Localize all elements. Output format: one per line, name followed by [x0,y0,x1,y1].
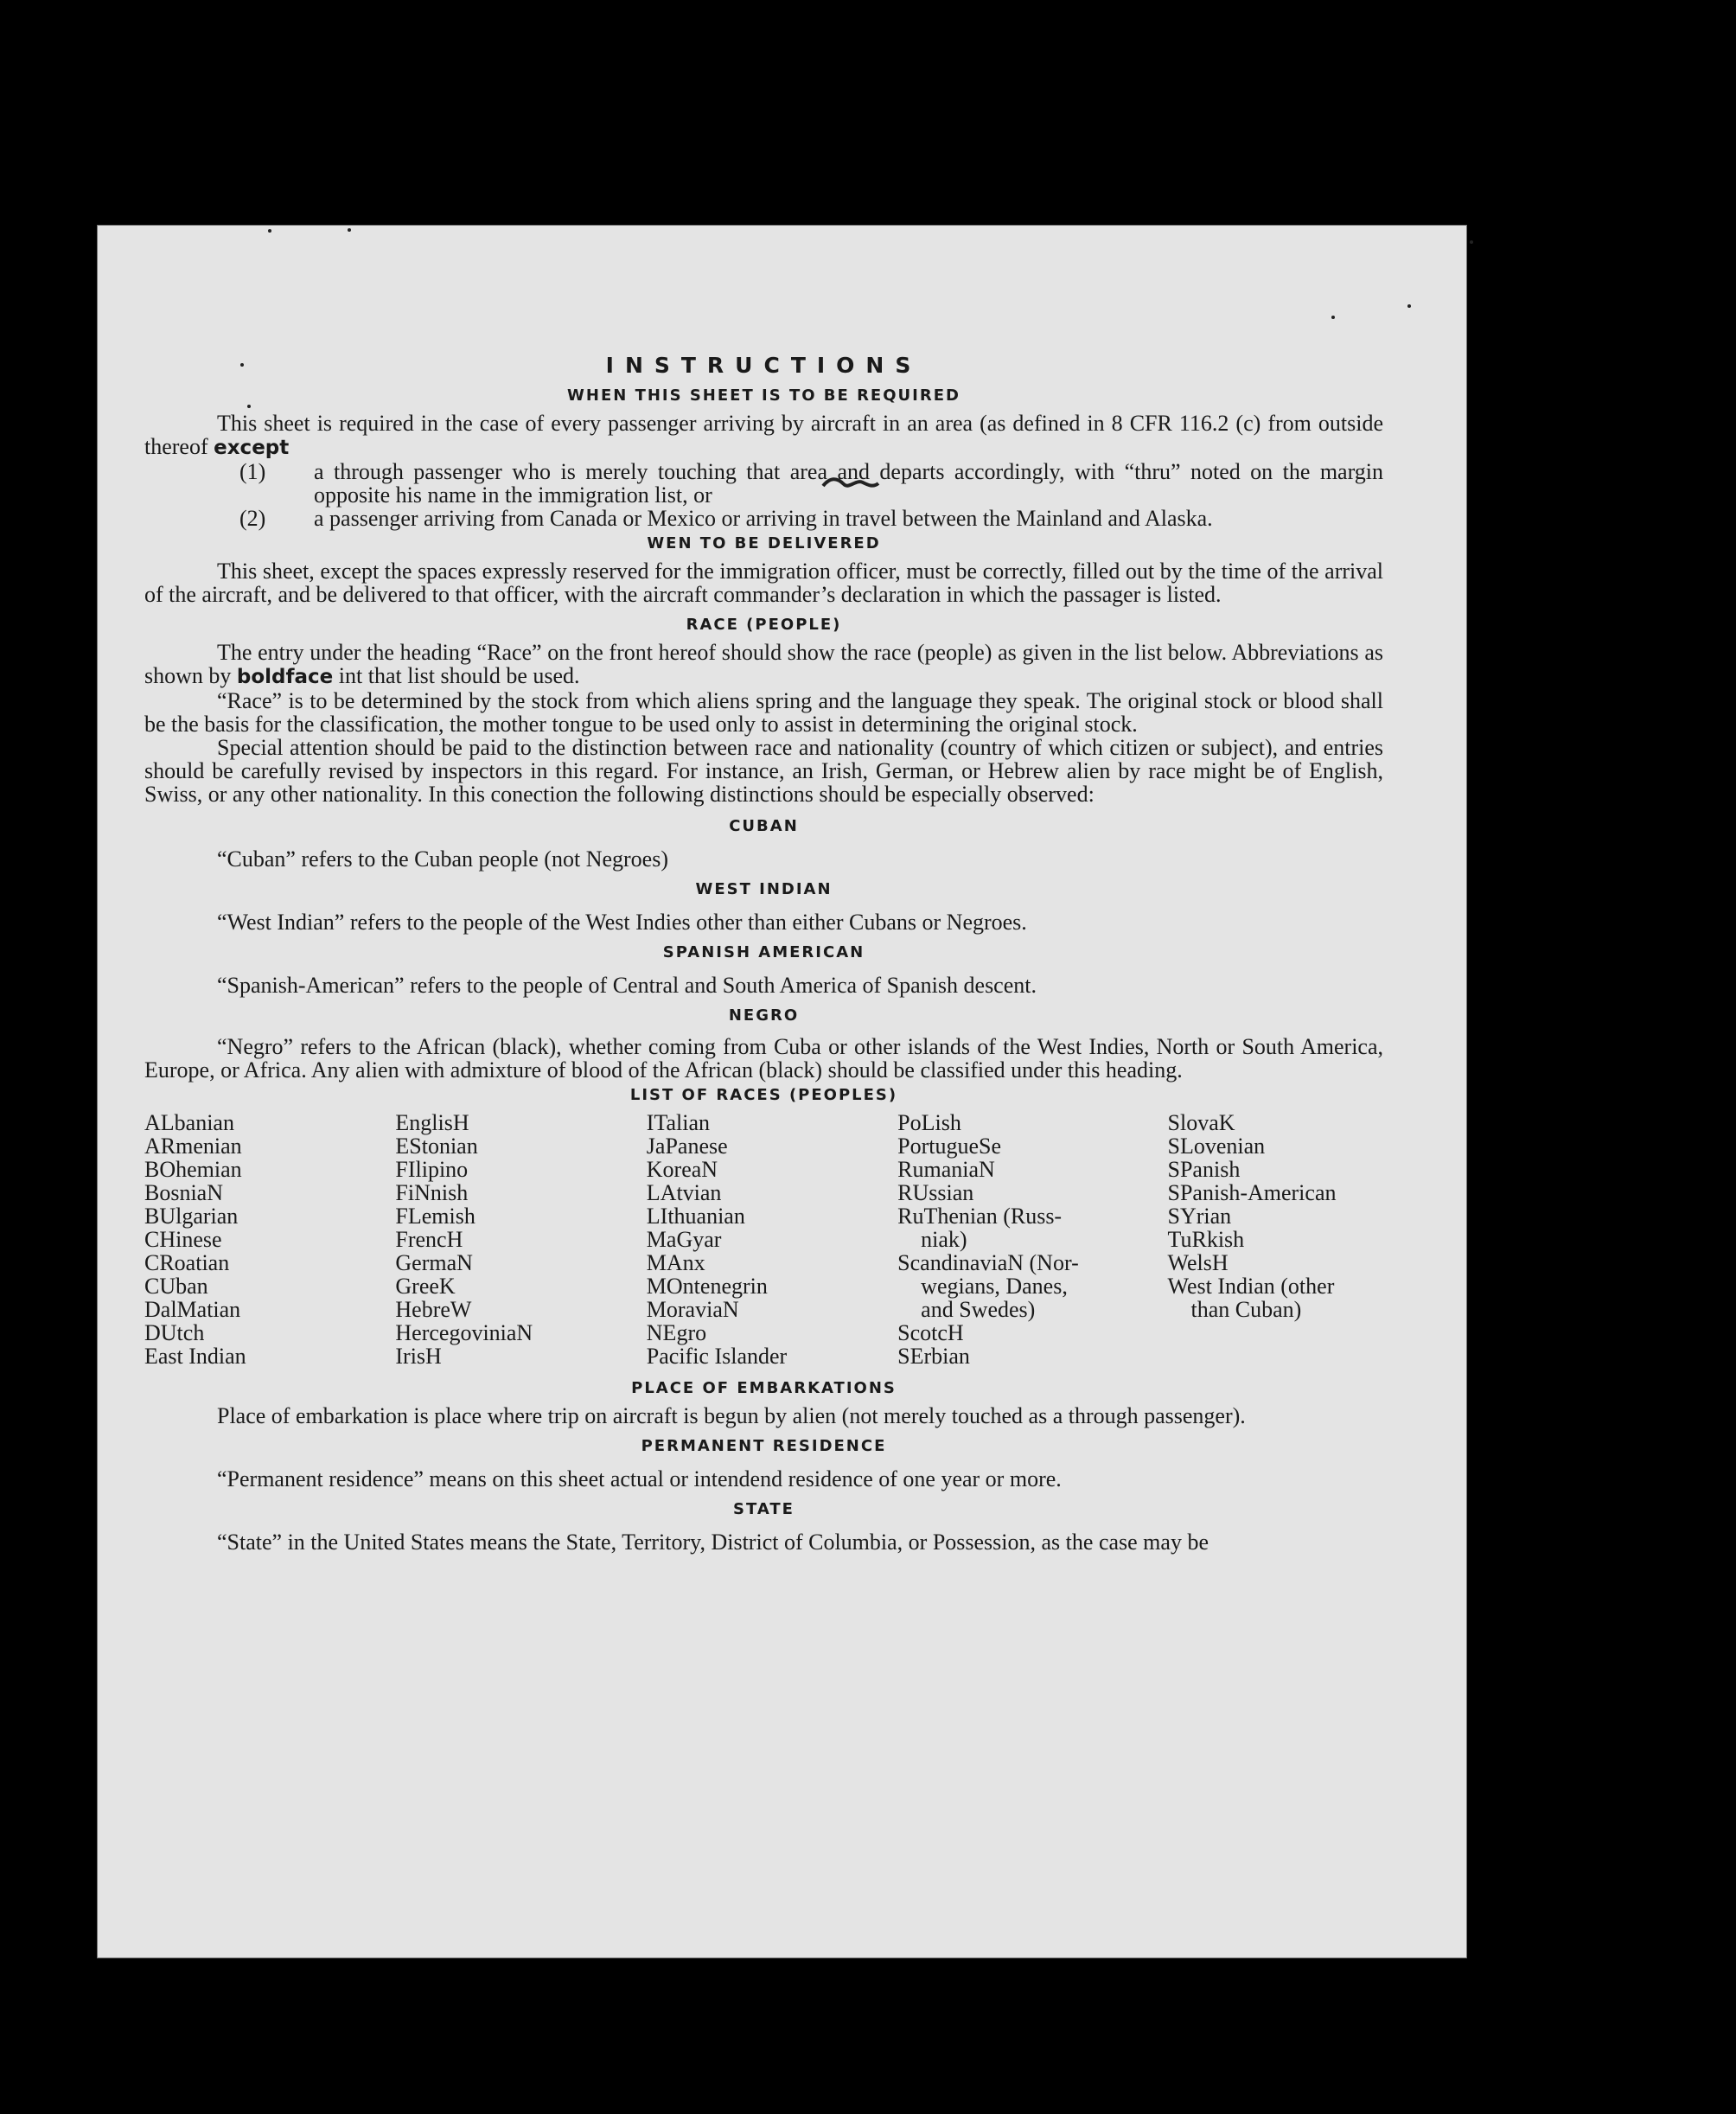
race-entry: SPanish [1167,1157,1241,1182]
race-entry: ARmenian [144,1134,242,1159]
west-indian-text: “West Indian” refers to the people of the West Indies other than either Cubans or Negroes. [217,910,1027,935]
race-entry-continued: and Swedes) [921,1297,1036,1322]
residence-text: “Permanent residence” means on this sheet actual or intendend residence of one year or more. [217,1466,1062,1491]
race-entry: BosniaN [144,1180,223,1205]
instructions-body [144,353,1383,1554]
race-entry: LAtvian [646,1180,722,1205]
race-entry: NEgro [646,1320,707,1345]
heading-race: RACE (PEOPLE) [686,616,842,634]
race-entry: PortugueSe [897,1134,1002,1159]
races-column [1168,1111,1383,1368]
race-entry: SLovenian [1167,1134,1266,1159]
race-entry-continued: wegians, Danes, [921,1274,1068,1299]
race-entry: East Indian [144,1344,246,1369]
heading-embarkation: PLACE OF EMBARKATIONS [631,1379,897,1397]
race-entry: EnglisH [395,1110,469,1135]
race-entry: SErbian [897,1344,970,1369]
race-entry: CRoatian [144,1250,230,1275]
cuban-text: “Cuban” refers to the Cuban people (not Negroes) [217,846,668,872]
spanish-american-text: “Spanish-American” refers to the people of Central and South America of Spanish descent. [217,973,1037,998]
speck [1407,304,1411,308]
race-entry: GermaN [395,1250,473,1275]
speck [1331,316,1335,319]
race-entry: CHinese [144,1227,222,1252]
heading-when-delivered: WEN TO BE DELIVERED [647,534,881,552]
race-entry: EStonian [395,1134,478,1159]
race-entry: GreeK [395,1274,456,1299]
race-entry: MaGyar [646,1227,722,1252]
race-entry: RumaniaN [897,1157,995,1182]
race-entry-continued: than Cuban) [1190,1297,1302,1322]
race-entry: WelsH [1167,1250,1229,1275]
race-entry: BOhemian [144,1157,242,1182]
race-entry: ScandinaviaN (Nor- [897,1250,1079,1275]
page-title: INSTRUCTIONS [605,353,922,378]
race-entry: DUtch [144,1320,205,1345]
race-entry: RuThenian (Russ- [897,1204,1063,1229]
race-entry: LIthuanian [646,1204,745,1229]
speck [348,228,351,232]
heading-when-required: WHEN THIS SHEET IS TO BE REQUIRED [567,386,961,405]
race-entry: FiNnish [395,1180,469,1205]
races-column [395,1111,646,1368]
exception-item: (2) a passenger arriving from Canada or Mexico or arriving in travel between the Mainland and Alaska. [239,506,1213,531]
race-entry: SlovaK [1167,1110,1235,1135]
embarkation-text: Place of embarkation is place where trip on aircraft is begun by alien (not merely touched as a through passenger). [217,1403,1246,1428]
race-entry: KoreaN [646,1157,718,1182]
races-list [144,1111,1383,1368]
race-entry: FrencH [395,1227,463,1252]
when-delivered-text: This sheet, except the spaces expressly reserved for the immigration officer, must be correctly, filled out by the time of the arrival of the aircraft, and be delivered to that officer, with the aircraft commander’s declaration in which the passager is listed. [144,559,1383,607]
race-entry: TuRkish [1167,1227,1245,1252]
race-entry: ScotcH [897,1320,964,1345]
races-column [144,1111,395,1368]
heading-list-of-races: LIST OF RACES (PEOPLES) [629,1086,898,1104]
race-entry: SPanish-American [1167,1180,1337,1205]
state-text: “State” in the United States means the State, Territory, District of Columbia, or Possession, as the case may be [217,1530,1209,1555]
race-entry: MAnx [646,1250,705,1275]
speck [1470,240,1473,244]
race-entry: DalMatian [144,1297,241,1322]
race-entry: ITalian [646,1110,711,1135]
race-entry: West Indian (other [1167,1274,1335,1299]
race-entry: HebreW [395,1297,472,1322]
race-entry: Pacific Islander [646,1344,788,1369]
race-paragraph-1: The entry under the heading “Race” on the front hereof should show the race (people) as given in the list below. Abbreviations as shown by boldface int that list should be used. [144,640,1383,688]
race-entry: RUssian [897,1180,974,1205]
race-entry: MOntenegrin [646,1274,768,1299]
race-paragraph-3: Special attention should be paid to the distinction between race and nationality (country of which citizen or subject), and entries should be carefully revised by inspectors in this regard. For instance, an Irish, German, or Hebrew alien by race might be of English, Swiss, or any other nationality. In this conection the following distinctions should be especially observed: [144,735,1383,807]
race-entry: IrisH [395,1344,442,1369]
race-entry-continued: niak) [921,1227,967,1252]
race-entry: JaPanese [646,1134,728,1159]
races-column [647,1111,897,1368]
race-entry: PoLish [897,1110,961,1135]
race-entry: HercegoviniaN [395,1320,533,1345]
heading-cuban: CUBAN [729,817,799,835]
when-required-intro: This sheet is required in the case of every passenger arriving by aircraft in an area (as defined in 8 CFR 116.2 (c) from outside thereof except [144,411,1383,459]
exception-item: (1) a through passenger who is merely touching that area and departs accordingly, with “thru” noted on the margin opposite his name in the immigration list, or [239,459,1383,508]
heading-negro: NEGRO [728,1006,800,1025]
heading-permanent-residence: PERMANENT RESIDENCE [641,1437,887,1455]
heading-state: STATE [733,1500,795,1518]
heading-spanish-american: SPANISH AMERICAN [662,943,865,961]
race-entry: BUlgarian [144,1204,239,1229]
race-entry: FLemish [395,1204,475,1229]
race-entry: ALbanian [144,1110,234,1135]
races-column [897,1111,1167,1368]
race-entry: SYrian [1167,1204,1232,1229]
negro-text: “Negro” refers to the African (black), whether coming from Cuba or other islands of the West Indies, North or South America, Europe, or Africa. Any alien with admixture of blood of the African (black) should be classified under this heading. [144,1034,1383,1083]
race-entry: FIlipino [395,1157,469,1182]
speck [268,229,271,233]
race-entry: MoraviaN [646,1297,739,1322]
race-paragraph-2: “Race” is to be determined by the stock from which aliens spring and the language they speak. The original stock or blood shall be the basis for the classification, the mother tongue to be used only to assist in determining the original stock. [144,688,1383,737]
race-entry: CUban [144,1274,208,1299]
heading-west-indian: WEST INDIAN [695,880,833,898]
